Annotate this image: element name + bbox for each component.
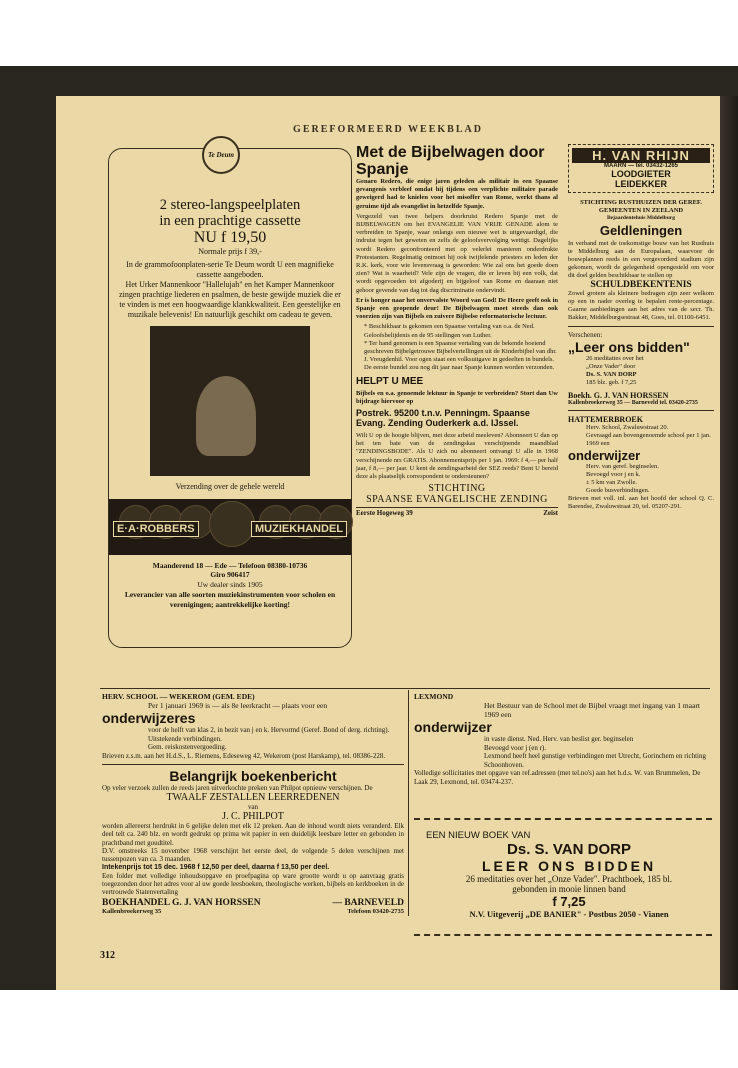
boek-paragraph-2: worden allereerst herdrukt in 6 gelijke delen met elk 12 preken. Aan de inhoud wordt niets veranderd. Elk deel telt ca. 240 blz. en wordt gedrukt op prima wit papier in een duidelijk leesbare letter en gebonden in prachtband met goudtitel. — [102, 822, 404, 847]
sez-name: SPAANSE EVANGELISCHE ZENDING — [366, 494, 548, 506]
leer-ons-bidden-title: „Leer ons bidden" — [568, 339, 690, 355]
article-paragraph-3: Er is honger naar het onvervalste Woord van God! De Heere geeft ook in Spanje een geopende deur! De Bijbelwagen moet steeds dan ook voorzien zijn van Bijbels en zuivere Bijbelse reformatorische lectuur. — [356, 296, 558, 321]
postrek-info: Postrek. 95200 t.n.v. Penningm. Spaanse Evang. Zending Ouderkerk a.d. IJssel. — [356, 408, 530, 429]
ad-paragraph-1: In de grammofoonplaten-serie Te Deum wordt U een magnifieke cassette aangeboden. — [126, 260, 334, 279]
article-list — [364, 323, 558, 372]
record-disc-icon — [209, 501, 255, 547]
ad-supplier: Leverancier van alle soorten muziekinstrumenten voor scholen en verenigingen; aantrekkelijke korting! — [124, 590, 336, 609]
bijbelwagen-article — [356, 144, 558, 517]
records-banner — [109, 499, 351, 555]
boekenbericht-heading: Belangrijk boekenbericht — [102, 764, 404, 784]
boekhandel-city: — BARNEVELD — [332, 897, 404, 908]
page-number: 312 — [100, 950, 115, 961]
article-intro: Genaro Redero, die enige jaren geleden als militair in een Spaanse gevangenis verbleef omdat hij tijdens een verplichte militaire parade geweigerd had te knielen voor het misoffer van Rome, werkt thans al geruime tijd als evangelist in hetzelfde Spanje. — [356, 178, 558, 210]
lexmond-onderwijzer: onderwijzer — [414, 719, 492, 735]
banier-publisher: N.V. Uitgeverij „DE BANIER" - Postbus 2050 - Vianen — [469, 909, 669, 919]
banier-desc: 26 meditaties over het „Onze Vader". Prachtboek, 185 bl. — [465, 874, 673, 884]
help-paragraph: Bijbels en o.a. genoemde lektuur in Spanje te verbreiden? Stort dan Uw bijdrage hiervoor op — [356, 389, 558, 405]
hat-letters: Brieven met voll. inl. aan het hoofd der school Q. C. Barendse, Zwaluwstraat 20, tel. 05207-291. — [568, 495, 714, 510]
wekerom-detail-1: voor de helft van klas 2, in bezit van j en k. Hervormd (Geref. Bond of derg. richting). Uitstekende verbindingen. — [148, 726, 390, 743]
ad-paragraph-2: Het Urker Mannenkoor "Hallelujah" en het Kamper Mannenkoor zingen prachtige liederen en psalmen, de beste gewijde muziek die er te vinden is met een hoogwaardige klankkwaliteit. Een geestelijke en muzikale belevenis! En natuurlijk geschikt om cadeau te geven. — [119, 280, 341, 319]
hat-line-2: Gevraagd aan bovengenoemde school per 1 jan. 1969 een — [586, 432, 711, 447]
lexmond-detail-1: in vaste dienst. Ned. Herv. van beslist ger. beginselen — [484, 735, 634, 743]
muziekhandel-logo: MUZIEKHANDEL — [251, 521, 347, 537]
book-line-1: 26 meditaties over het — [586, 355, 644, 362]
lexmond-intro: Het Bestuur van de School met de Bijbel vraagt met ingang van 1 maart 1969 een — [484, 701, 700, 719]
van-rhijn-name: H. VAN RHIJN — [572, 148, 710, 163]
schuldbekentenis-heading: SCHULDBEKENTENIS — [590, 280, 692, 290]
onderwijzeres-heading: onderwijzeres — [102, 710, 196, 726]
list-item: * Beschikbaar is gekomen een Spaanse vertaling van o.a. de Ned. Geloofsbelijdenis en de 95 stellingen van Luther. — [364, 323, 558, 339]
wekerom-detail-2: Gem. reiskostenvergoeding. — [148, 743, 227, 751]
onderwijzer-heading: onderwijzer — [568, 448, 641, 463]
article-paragraph-4: Wilt U op de hoogte blijven, met deze arbeid meeleven? Abonneert U dan op het ten bate van de zendingskas verschijnende maandblad "ZENDINGSBODE". Als U zich nu abonneert ontvangt U alle in 1968 verschijnende nrs GRATIS. Abonnementsprijs per 1 jan. 1969: f 4,— per half jaar, f 8,— per jaar. U kent de zendingsarbeid der SEZ reeds? Bent U bereid deze als plaatselijk correspondent te ondersteunen? — [356, 432, 558, 481]
article-title: Met de Bijbelwagen door Spanje — [356, 144, 545, 178]
hat-line-1: Herv. School, Zwaluwstraat 20. — [586, 424, 669, 431]
horizontal-rule — [100, 688, 710, 689]
boek-title: TWAALF ZESTALLEN LEERREDENEN — [166, 792, 340, 804]
bejaardentehuis-label: Bejaardentehuis Middelburg — [607, 215, 675, 221]
bookshop-address: Kallenbroekerweg 35 — Barneveld tel. 03420-2735 — [568, 400, 698, 406]
hat-line-6: Goede busverbindingen. — [586, 487, 650, 494]
banier-price: f 7,25 — [552, 894, 586, 909]
divider — [568, 410, 714, 411]
bottom-right-column — [414, 692, 712, 786]
wekerom-heading: HERV. SCHOOL — WEKEROM (GEM. EDE) — [102, 692, 255, 701]
article-paragraph-2: Vergezeld van twee helpers doorkruist Redero Spanje met de BIJBELWAGEN om het EVANGELIE VAN VRIJE GENADE alom te verbreiden in Spanje, waar onlangs een nieuwe wet is uitgevaardigd, die indruist tegen het geweten en zelfs de geloofsvervolging wettigt. Dagelijks wordt Redero geconfronteerd met op velerlei manieren onderdrukte Protestanten. Regelmatig ontmoet hij ook twijfelende priesters en leden der R.K. kerk, voor wie levensvraag is geworden: Wie zal ons het goede doen zien? Wat is waarheid? Vele zijn de vragen, die er leven bij een volk, dat wordt opgevoeden tot afgoderij en bijgeloof van Rome en daaraan niet gehoor gevende van dag tot dag discriminatie ondervindt. — [356, 212, 558, 294]
stichting-label: STICHTING — [428, 483, 486, 495]
boekhandel-name: BOEKHANDEL G. J. VAN HORSSEN — [102, 897, 261, 908]
footer-address: Eerste Hogeweg 39 — [356, 509, 413, 518]
right-column — [568, 144, 714, 511]
ad-price: NU f 19,50 — [193, 229, 267, 246]
van-rhijn-ad — [568, 144, 714, 193]
book-line-2: „Onze Vader" door — [586, 363, 636, 370]
hattemerbroek-heading: HATTEMERBROEK — [568, 415, 643, 424]
vertical-rule — [408, 690, 409, 916]
binding-shadow — [720, 96, 738, 990]
geldleningen-text: In verband met de toekomstige bouw van het Rusthuis te Middelburg aan de Europalaan, waarvoor de bouwplannen reeds in een vergevorderd stadium zijn gekomen, wordt de gelegenheid opengesteld om voor dit doel gelden beschikbaar te stellen op — [568, 240, 714, 279]
verschenen-label: Verschenen: — [568, 331, 603, 339]
shipping-text: Verzending over de gehele wereld — [175, 482, 285, 491]
wekerom-intro: Per 1 januari 1969 is — als 8e leerkracht — plaats voor een — [148, 701, 328, 710]
divider — [568, 326, 714, 327]
boek-price: Intekenprijs tot 15 dec. 1968 f 12,50 per deel, daarna f 13,50 per deel. — [102, 863, 330, 871]
boek-paragraph-3: D.V. omstreeks 15 november 1968 verschijnt het eerste deel, de volgende 5 delen verschijnen met tussenpozen van ca. 3 maanden. — [102, 846, 404, 864]
boek-van: van — [247, 803, 259, 812]
ad-dealer: Uw dealer sinds 1905 — [197, 580, 263, 589]
article-footer — [356, 507, 558, 517]
book-author: Ds. S. VAN DORP — [586, 371, 637, 378]
book-price: 185 blz. geb. f 7,25 — [586, 379, 637, 386]
list-item: * Ter hand genomen is een Spaanse vertaling van de bekende boeiend geschreven Bijbelgetrouwe Bijbelvertellingen uit de Kinderbijbel van dhr. J. Vreugdenhil. Voor ogen staat een volksuitgave in gedeelten in bundels. De eerste bundel zou nog dit jaar naar Spanje kunnen worden verzonden. — [364, 340, 558, 373]
page-header: GEREFORMEERD WEEKBLAD — [293, 124, 483, 135]
bookshop-name: Boekh. G. J. VAN HORSSEN — [568, 391, 669, 400]
geldleningen-heading: Geldleningen — [599, 223, 683, 238]
ad-line-2: in een prachtige cassette — [159, 213, 301, 229]
boek-author: J. C. PHILPOT — [222, 811, 284, 823]
te-deum-logo: Te Deum — [202, 136, 240, 174]
lexmond-detail-2: Bevoegd voor j (en r). — [484, 743, 547, 752]
van-rhijn-phone: MAARN — tel. 03432-1265 — [603, 163, 679, 169]
scan-frame — [0, 66, 738, 990]
boekhandel-street: Kallenbroekerweg 35 — [102, 907, 162, 915]
newspaper-page — [56, 96, 720, 990]
banier-ad — [414, 818, 712, 936]
banier-author: Ds. S. VAN DORP — [507, 841, 631, 858]
record-cover-photo — [150, 326, 310, 476]
van-rhijn-trade-1: LOODGIETER — [611, 169, 671, 179]
ad-giro: Giro 906417 — [210, 570, 250, 579]
footer-city: Zeist — [543, 509, 558, 518]
boek-intro: Op veler verzoek zullen de reeds jaren uitverkochte preken van Philpot opnieuw verschijnen. De — [102, 783, 373, 792]
help-heading: HELPT U MEE — [356, 375, 424, 387]
boekhandel-contact — [102, 908, 404, 915]
hat-line-3: Herv. van geref. beginselen. — [586, 463, 659, 470]
boek-paragraph-5: Een folder met volledige inhoudsopgave en proefpagina op ware grootte wordt u op aanvraag gratis toegezonden door het adres voor al uw goede leesboeken, theologische werken, bijbels en kerkboeken in de vertrouwde Statenvertaling — [102, 871, 404, 897]
hat-line-5: ± 5 km van Zwolle. — [586, 479, 638, 486]
portrait-figure — [196, 376, 256, 456]
banier-intro: EEN NIEUW BOEK VAN — [426, 830, 531, 841]
boekhandel-phone: Telefoon 03420-2735 — [347, 907, 404, 915]
robbers-ad — [108, 148, 352, 648]
ad-normal-price: Normale prijs f 39,- — [198, 247, 262, 256]
robbers-logo: E·A·ROBBERS — [113, 521, 199, 537]
bottom-left-column — [102, 692, 404, 915]
boekhandel-footer — [102, 898, 404, 908]
wekerom-letters: Brieven z.s.m. aan het H.d.S., L. Riemens, Edeseweg 42, Wekerom (post Harskamp), tel. 08386-228. — [102, 751, 386, 760]
schuld-text: Zowel grotere als kleinere bedragen zijn zeer welkom op een in nader overleg te bepalen rente-percentage. Gaarne aanbiedingen aan het adres van de secr. Th. Bakker, Middelburgsestraat 48, Goes, tel. 01100-6451. — [568, 290, 714, 321]
stichting-heading: STICHTING RUSTHUIZEN DER GEREF. GEMEENTEN IN ZEELAND — [580, 199, 702, 214]
banier-binding: gebonden in mooie linnen band — [512, 884, 626, 894]
van-rhijn-trade-2: LEIDEKKER — [614, 179, 667, 189]
hat-line-4: Bevoegd voor j en k. — [586, 471, 641, 478]
banier-title: LEER ONS BIDDEN — [481, 858, 657, 874]
ad-address: Maanderend 18 — Ede — Telefoon 08380-10736 — [152, 561, 308, 570]
lexmond-letters: Volledige sollicitaties met opgave van ref.adressen (met tel.no's) aan het h.d.s. W. van Brummelen, De Laak 29, Lexmond, tel. 03474-237. — [414, 769, 701, 786]
ad-line-1: 2 stereo-langspeelplaten — [159, 197, 301, 213]
lexmond-detail-3: Lexmond heeft heel gunstige verbindingen met Utrecht, Gorinchem en richting Schoonhoven. — [484, 752, 706, 769]
lexmond-heading: LEXMOND — [414, 692, 454, 701]
